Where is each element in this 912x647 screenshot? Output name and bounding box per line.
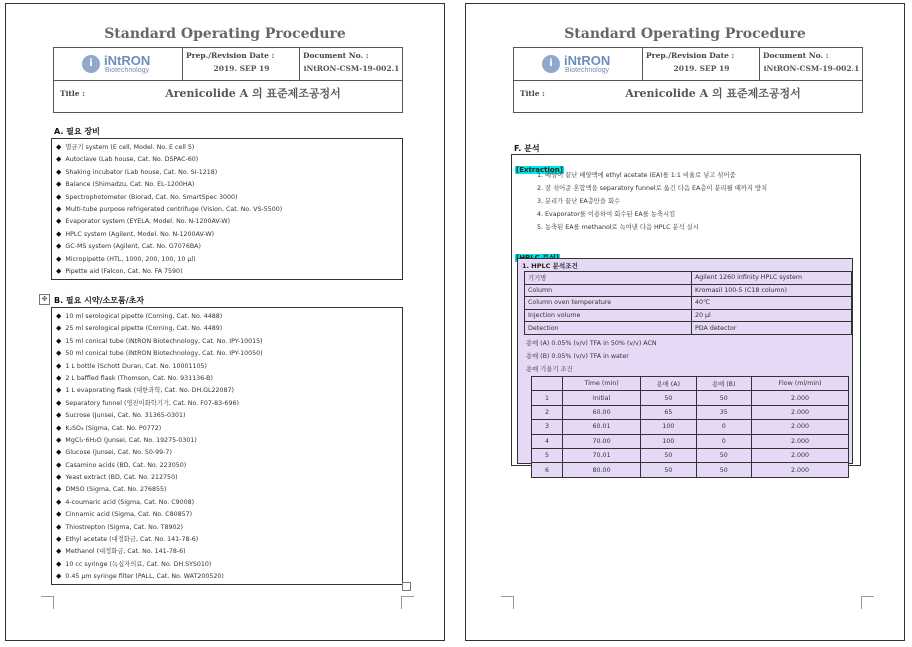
diamond-bullet-icon: ◆: [56, 254, 62, 263]
condition-row: [525, 309, 852, 322]
equipment-item-text: Evaporator system (EYELA, Model. No. N-1200AV-W): [65, 218, 231, 226]
gradient-cell: 50: [696, 463, 751, 477]
equipment-item: [56, 265, 402, 277]
reagent-item: [56, 483, 402, 495]
diamond-bullet-icon: ◆: [56, 423, 62, 432]
sop-title: Standard Operating Procedure: [104, 26, 346, 42]
condition-value: 20 μl: [692, 309, 852, 322]
reagent-item: [56, 459, 402, 471]
reagent-item: [56, 335, 402, 347]
title-value: Arenicolide A 의 표준제조공정서: [165, 87, 341, 100]
condition-row: [525, 297, 852, 310]
equipment-item: [56, 253, 402, 265]
gradient-cell: 60.00: [563, 405, 641, 419]
gradient-cell: 2.000: [752, 405, 849, 419]
reagent-item: [56, 360, 402, 372]
equipment-item: [56, 203, 402, 215]
gradient-cell: Initial: [563, 391, 641, 405]
gradient-cell: 5: [532, 448, 563, 462]
equipment-item-text: Shaking incubator (Lab house, Cat. No. SI-1218): [65, 168, 218, 176]
section-f-heading: F. 분석: [514, 144, 540, 153]
reagent-item-text: DMSO (Sigma, Cat. No. 276855): [65, 486, 167, 494]
equipment-item-text: HPLC system (Agilent, Model. No. N-1200AV-W): [65, 230, 215, 238]
gradient-cell: 60.01: [563, 420, 641, 434]
gradient-cell: 2.000: [752, 420, 849, 434]
diamond-bullet-icon: ◆: [56, 229, 62, 238]
gradient-cell: 50: [641, 391, 696, 405]
gradient-header-row: [532, 377, 849, 391]
diamond-bullet-icon: ◆: [56, 336, 62, 345]
equipment-item-text: Micropipette (HTL, 1000, 200, 100, 10 μl): [65, 255, 196, 263]
table-move-handle-icon[interactable]: ✥: [39, 294, 50, 305]
gradient-cell: 2.000: [752, 448, 849, 462]
margin-mark-bottom-right-icon: [861, 596, 874, 609]
doc-no-cell: [299, 48, 402, 80]
equipment-item: [56, 228, 402, 240]
equipment-item-text: Autoclave (Lab house, Cat. No. DSPAC-60): [65, 156, 199, 164]
gradient-label: 용매 기울기 조건: [526, 366, 573, 373]
reagent-item-text: 4-coumaric acid (Sigma, Cat. No. C9008): [65, 498, 195, 506]
diamond-bullet-icon: ◆: [56, 361, 62, 370]
hplc-conditions-table: [524, 271, 852, 335]
diamond-bullet-icon: ◆: [56, 473, 62, 482]
condition-key: Injection volume: [525, 309, 692, 322]
gradient-cell: 50: [641, 463, 696, 477]
reagent-item-text: Ethyl acetate (대정화금, Cat. No. 141-78-6): [65, 536, 199, 544]
equipment-list-box: [51, 138, 403, 280]
gradient-cell: 70.00: [563, 434, 641, 448]
reagent-item: [56, 384, 402, 396]
doc-no-value: iNtRON-CSM-19-002.1: [303, 64, 400, 73]
gradient-row: [532, 405, 849, 419]
reagent-item: [56, 570, 402, 582]
diamond-bullet-icon: ◆: [56, 192, 62, 201]
diamond-bullet-icon: ◆: [56, 349, 62, 358]
gradient-cell: 65: [641, 405, 696, 419]
reagent-item: [56, 409, 402, 421]
reagent-item: [56, 521, 402, 533]
reagent-item: [56, 496, 402, 508]
gradient-row: [532, 434, 849, 448]
diamond-bullet-icon: ◆: [56, 535, 62, 544]
reagent-item-text: 1 L bottle (Schott Duran, Cat. No. 10001105): [65, 362, 207, 370]
logo-name-2: iNtRON: [564, 53, 611, 68]
gradient-row: [532, 420, 849, 434]
gradient-cell: 80.00: [563, 463, 641, 477]
section-b-heading: B. 필요 시약/소모품/초자: [54, 296, 145, 305]
section-a-heading: A. 필요 장비: [54, 127, 100, 136]
reagent-list: [52, 308, 402, 583]
diamond-bullet-icon: ◆: [56, 242, 62, 251]
reagent-item: [56, 322, 402, 334]
equipment-item-text: Pipette aid (Falcon, Cat. No. FA 7590): [65, 267, 183, 275]
gradient-cell: 35: [696, 405, 751, 419]
extraction-step: 4. Evaporator를 이용하여 회수된 EA를 농축시킴: [537, 211, 676, 218]
gradient-cell: 2.000: [752, 391, 849, 405]
diamond-bullet-icon: ◆: [56, 266, 62, 275]
reagent-item-text: 25 ml serological pipette (Corning, Cat. No. 4489): [65, 325, 223, 333]
gradient-row: [532, 463, 849, 477]
document-page-1: [5, 3, 445, 641]
gradient-cell: 0: [696, 434, 751, 448]
diamond-bullet-icon: ◆: [56, 180, 62, 189]
gradient-cell: 100: [641, 420, 696, 434]
reagent-item: [56, 508, 402, 520]
logo-sub-2: Biotechnology: [565, 67, 609, 74]
reagent-list-box: [51, 307, 403, 585]
reagent-item: [56, 533, 402, 545]
reagent-item-text: 15 ml conical tube (iNtRON Biotechnology, Cat. No. IPY-10015): [65, 337, 263, 345]
diamond-bullet-icon: ◆: [56, 510, 62, 519]
prep-date-cell: [182, 48, 300, 80]
condition-key: 기기명: [525, 272, 692, 285]
reagent-item-text: Sucrose (Junsei, Cat. No. 31365-0301): [65, 412, 186, 420]
gradient-cell: 50: [696, 391, 751, 405]
reagent-item-text: Glucose (Junsei, Cat. No. 50-99-7): [65, 449, 172, 457]
doc-no-value-2: iNtRON-CSM-19-002.1: [763, 64, 860, 73]
gradient-cell: 50: [641, 448, 696, 462]
equipment-item-text: Multi-tube purpose refrigerated centrifuge (Vision, Cat. No. VS-5500): [65, 205, 283, 213]
gradient-row: [532, 391, 849, 405]
doc-no-cell-2: [759, 48, 862, 80]
reagent-item: [56, 310, 402, 322]
title-label: Title :: [60, 89, 85, 98]
equipment-item: [56, 178, 402, 190]
diamond-bullet-icon: ◆: [56, 485, 62, 494]
reagent-item-text: 1 L evaporating flask (대한과학, Cat. No. DH.GL22087): [65, 387, 234, 395]
intron-logo-icon: i: [82, 55, 100, 73]
gradient-cell: 70.01: [563, 448, 641, 462]
equipment-item: [56, 153, 402, 165]
condition-row: [525, 272, 852, 285]
diamond-bullet-icon: ◆: [56, 398, 62, 407]
reagent-item: [56, 347, 402, 359]
gradient-cell: 100: [641, 434, 696, 448]
reagent-item-text: MgCl₂·6H₂O (Junsei, Cat. No. 19275-0301): [65, 436, 197, 444]
equipment-item: [56, 215, 402, 227]
diamond-bullet-icon: ◆: [56, 312, 62, 320]
diamond-bullet-icon: ◆: [56, 411, 62, 420]
extraction-step: 1. 배양이 끝난 배양액에 ethyl acetate (EA)를 1:1 비율로 넣고 섞어줌: [537, 172, 736, 179]
logo-sub: Biotechnology: [105, 67, 149, 74]
solvent-a: 용매 (A) 0.05% (v/v) TFA in 50% (v/v) ACN: [526, 340, 657, 347]
reagent-item: [56, 471, 402, 483]
reagent-item-text: Casamino acids (BD, Cat. No. 223050): [65, 461, 187, 469]
equipment-list: [52, 139, 402, 277]
sop-title-2: Standard Operating Procedure: [564, 26, 806, 42]
table-resize-handle-icon[interactable]: [402, 582, 411, 591]
reagent-item-text: 50 ml conical tube (iNtRON Biotechnology, Cat. No. IPY-10050): [65, 350, 263, 358]
gradient-cell: 6: [532, 463, 563, 477]
reagent-item-text: Methanol (대정화금, Cat. No. 141-78-6): [65, 548, 186, 556]
intron-logo-icon: i: [542, 55, 560, 73]
diamond-bullet-icon: ◆: [56, 155, 62, 164]
margin-mark-bottom-left-icon: [41, 596, 54, 609]
reagent-item-text: Separatory funnel (영진이화학기기, Cat. No. F07-83-696): [65, 399, 239, 407]
diamond-bullet-icon: ◆: [56, 497, 62, 506]
document-page-2: [465, 3, 905, 641]
solvent-b: 용매 (B) 0.05% (v/v) TFA in water: [526, 353, 629, 360]
equipment-item-text: Spectrophotometer (Biorad, Cat. No. SmartSpec 3000): [65, 193, 238, 201]
prep-date-value-2: 2019. SEP 19: [673, 64, 730, 73]
gradient-cell: 2.000: [752, 434, 849, 448]
equipment-item: [56, 141, 402, 153]
extraction-step: 5. 농축된 EA를 methanol로 녹여낸 다음 HPLC 분석 실시: [537, 224, 699, 231]
header-table-2: [513, 47, 863, 113]
reagent-item: [56, 372, 402, 384]
diamond-bullet-icon: ◆: [56, 559, 62, 568]
diamond-bullet-icon: ◆: [56, 217, 62, 226]
extraction-step: 3. 분리가 끝난 EA층만을 회수: [537, 198, 621, 205]
diamond-bullet-icon: ◆: [56, 460, 62, 469]
gradient-header-cell: Time (min): [563, 377, 641, 391]
reagent-item: [56, 397, 402, 409]
condition-value: 40℃: [692, 297, 852, 310]
reagent-item: [56, 422, 402, 434]
prep-date-cell-2: [642, 48, 760, 80]
diamond-bullet-icon: ◆: [56, 324, 62, 333]
header-table: [53, 47, 403, 113]
analysis-box: [511, 154, 861, 474]
gradient-cell: 2.000: [752, 463, 849, 477]
reagent-item-text: 10 cc syringe (녹십자의료, Cat. No. DH.SYS010): [65, 560, 212, 568]
logo-name: iNtRON: [104, 53, 151, 68]
gradient-cell: 3: [532, 420, 563, 434]
reagent-item: [56, 434, 402, 446]
extraction-step: 2. 잘 섞어준 혼합액을 separatory funnel로 옮긴 다음 EA층이 분리될 때까지 방치: [537, 185, 768, 192]
doc-no-label: Document No. :: [303, 51, 369, 60]
reagent-item: [56, 558, 402, 570]
diamond-bullet-icon: ◆: [56, 572, 62, 581]
condition-value: Kromasil 100-5 (C18 column): [692, 284, 852, 297]
margin-mark-bottom-left-icon: [501, 596, 514, 609]
gradient-header-cell: 용매 (B): [696, 377, 751, 391]
reagent-item-text: 2 L baffled flask (Thomson, Cat. No. 931136-B): [65, 374, 213, 382]
reagent-item-text: 10 ml serological pipette (Corning, Cat. No. 4488): [65, 313, 223, 320]
equipment-item: [56, 240, 402, 252]
diamond-bullet-icon: ◆: [56, 143, 62, 151]
equipment-item: [56, 191, 402, 203]
diamond-bullet-icon: ◆: [56, 448, 62, 457]
diamond-bullet-icon: ◆: [56, 373, 62, 382]
reagent-item-text: Cinnamic acid (Sigma, Cat. No. C80857): [65, 511, 193, 519]
hplc-conditions-title: 1. HPLC 분석조건: [522, 262, 578, 270]
gradient-cell: 50: [696, 448, 751, 462]
condition-key: Column oven temperature: [525, 297, 692, 310]
reagent-item-text: 0.45 μm syringe filter (PALL, Cat. No. WAT200520): [65, 573, 224, 581]
title-label-2: Title :: [520, 89, 545, 98]
gradient-header-cell: 용매 (A): [641, 377, 696, 391]
gradient-cell: 0: [696, 420, 751, 434]
reagent-item: [56, 446, 402, 458]
doc-no-label-2: Document No. :: [763, 51, 829, 60]
logo-cell: [54, 48, 183, 80]
gradient-header-cell: Flow (ml/min): [752, 377, 849, 391]
gradient-table: [531, 376, 849, 478]
reagent-item-text: K₂SO₄ (Sigma, Cat. No. P0772): [65, 424, 162, 432]
diamond-bullet-icon: ◆: [56, 547, 62, 556]
extraction-label: [Extraction]: [516, 166, 563, 174]
title-value-2: Arenicolide A 의 표준제조공정서: [625, 87, 801, 100]
condition-value: Agilent 1260 infinity HPLC system: [692, 272, 852, 285]
hplc-panel: [517, 258, 853, 474]
reagent-item-text: Thiostrepton (Sigma, Cat. No. T8902): [65, 523, 183, 531]
reagent-item-text: Yeast extract (BD, Cat. No. 212750): [65, 474, 178, 482]
gradient-row: [532, 448, 849, 462]
gradient-header-cell: [532, 377, 563, 391]
logo-cell-2: [514, 48, 643, 80]
equipment-item: [56, 166, 402, 178]
condition-key: Column: [525, 284, 692, 297]
prep-date-label-2: Prep./Revision Date :: [646, 51, 735, 60]
diamond-bullet-icon: ◆: [56, 386, 62, 395]
prep-date-label: Prep./Revision Date :: [186, 51, 275, 60]
condition-key: Detection: [525, 322, 692, 335]
gradient-cell: 4: [532, 434, 563, 448]
diamond-bullet-icon: ◆: [56, 204, 62, 213]
condition-row: [525, 284, 852, 297]
gradient-cell: 1: [532, 391, 563, 405]
gradient-cell: 2: [532, 405, 563, 419]
diamond-bullet-icon: ◆: [56, 435, 62, 444]
equipment-item-text: GC-MS system (Agilent, Cat. No. G7076BA): [65, 243, 201, 251]
condition-value: PDA detector: [692, 322, 852, 335]
condition-row: [525, 322, 852, 335]
diamond-bullet-icon: ◆: [56, 522, 62, 531]
equipment-item-text: Balance (Shimadzu, Cat. No. EL-1200HA): [65, 181, 195, 189]
equipment-item-text: 멸균기 system (E cell, Model. No. E cell 5): [65, 144, 195, 151]
extraction-steps: [537, 169, 767, 234]
diamond-bullet-icon: ◆: [56, 167, 62, 176]
reagent-item: [56, 545, 402, 557]
margin-mark-bottom-right-icon: [401, 596, 414, 609]
prep-date-value: 2019. SEP 19: [213, 64, 270, 73]
